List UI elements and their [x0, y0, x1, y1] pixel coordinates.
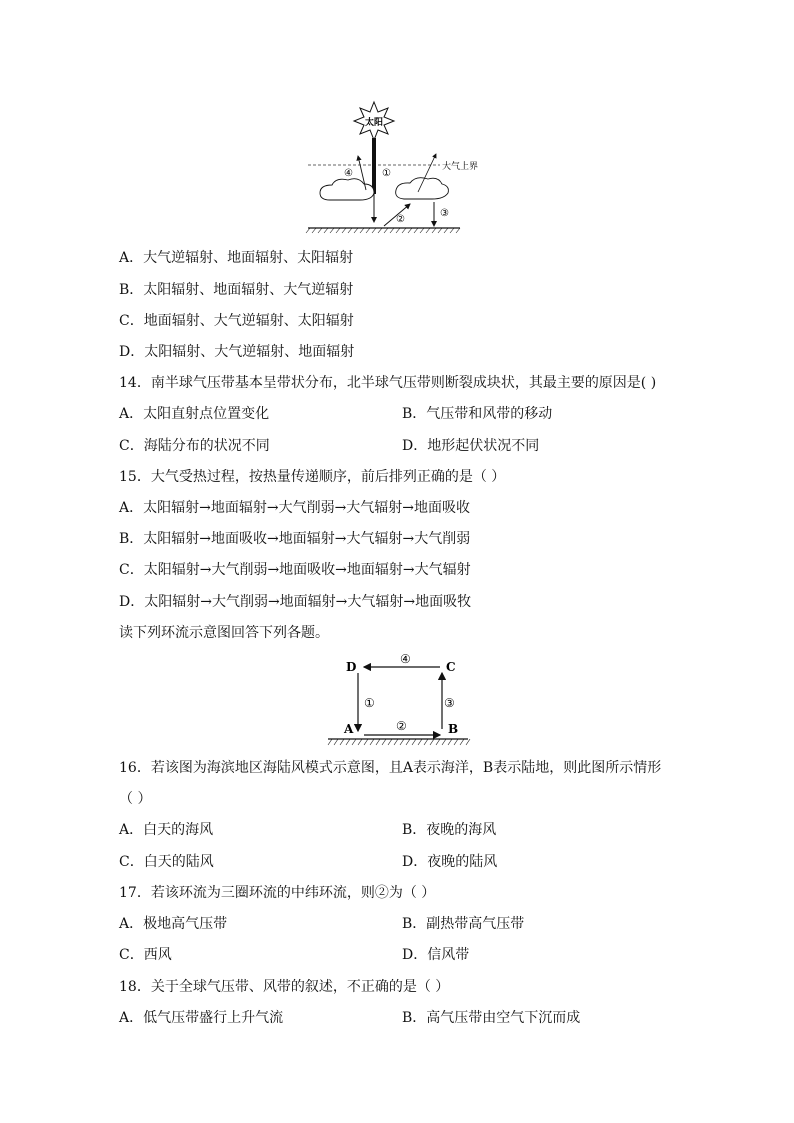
sun-label: 太阳 [364, 118, 384, 128]
q15-option-b: B．太阳辐射→地面吸收→地面辐射→大气辐射→大气削弱 [119, 531, 471, 547]
q15-stem: 15．大气受热过程，按热量传递顺序，前后排列正确的是（ ） [119, 469, 506, 485]
cloud-right-icon [396, 178, 449, 199]
corner-d: D [346, 660, 357, 674]
q16-stem: 16．若该图为海滨地区海陆风模式示意图，且A表示海洋，B表示陆地，则此图所示情形 [119, 760, 662, 776]
atmosphere-heating-diagram [300, 98, 479, 236]
q13-option-c: C．地面辐射、大气逆辐射、太阳辐射 [119, 313, 354, 329]
corner-c: C [446, 660, 456, 674]
marker-2: ② [396, 214, 405, 225]
q13-option-a: A．大气逆辐射、地面辐射、太阳辐射 [119, 250, 354, 266]
q15-option-c: C．太阳辐射→大气削弱→地面吸收→地面辐射→大气辐射 [119, 562, 471, 578]
boundary-label: 大气上界 [442, 162, 479, 172]
q16-option-b: B．夜晚的海风 [402, 822, 497, 838]
q13-option-b: B．太阳辐射、地面辐射、大气逆辐射 [119, 282, 354, 298]
q15-option-d: D．太阳辐射→大气削弱→地面辐射→大气辐射→地面吸牧 [119, 594, 472, 610]
q18-option-b: B．高气压带由空气下沉而成 [402, 1010, 581, 1026]
q17-option-a: A．极地高气压带 [119, 916, 228, 932]
marker-3: ③ [444, 696, 455, 710]
marker-2: ② [396, 719, 407, 733]
q16-option-c: C．白天的陆风 [119, 854, 214, 870]
marker-4: ④ [400, 652, 411, 666]
circulation-diagram [322, 651, 472, 749]
marker-1: ① [382, 168, 391, 179]
q14-option-a: A．太阳直射点位置变化 [119, 406, 270, 422]
q17-option-b: B．副热带高气压带 [402, 916, 525, 932]
corner-b: B [448, 722, 459, 736]
marker-1: ① [364, 696, 375, 710]
q17-option-c: C．西风 [119, 947, 172, 963]
section-intro: 读下列环流示意图回答下列各题。 [119, 625, 329, 641]
q17-stem: 17．若该环流为三圈环流的中纬环流，则②为（ ） [119, 885, 436, 901]
q13-option-d: D．太阳辐射、大气逆辐射、地面辐射 [119, 344, 355, 360]
q15-option-a: A．太阳辐射→地面辐射→大气削弱→大气辐射→地面吸收 [119, 500, 471, 516]
corner-a: A [344, 722, 354, 736]
q16-paren: （ ） [119, 791, 152, 807]
q18-stem: 18．关于全球气压带、风带的叙述，不正确的是（ ） [119, 979, 450, 995]
q18-option-a: A．低气压带盛行上升气流 [119, 1010, 284, 1026]
q16-option-a: A．白天的海风 [119, 822, 214, 838]
q14-option-c: C．海陆分布的状况不同 [119, 438, 270, 454]
q16-option-d: D．夜晚的陆风 [402, 854, 498, 870]
q17-option-d: D．信风带 [402, 947, 470, 963]
q14-option-b: B．气压带和风带的移动 [402, 406, 553, 422]
q14-option-d: D．地形起伏状况不同 [402, 438, 540, 454]
q14-stem: 14．南半球气压带基本呈带状分布，北半球气压带则断裂成块状，其最主要的原因是( ) [119, 375, 657, 391]
marker-4: ④ [344, 168, 353, 179]
marker-3: ③ [440, 208, 449, 219]
